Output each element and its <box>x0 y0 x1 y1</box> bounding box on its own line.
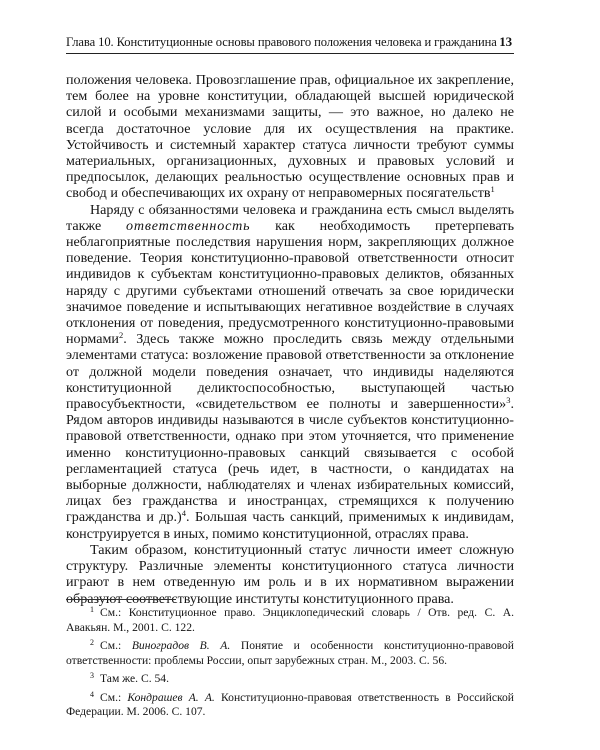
footnote-author: Кондрашев А. А. <box>127 690 215 704</box>
paragraph-2-text-c: . Здесь также можно проследить связь между отдельными элементами статуса: возложение правовой ответственности за отклонение от должной модели поведения означает, что индивиды наделяются конституционной деликтоспособностью, выступающей частью правосубъектности, «свидетельством ее полноты и завершенности» <box>66 331 514 413</box>
paragraph-2-text-b: как необходимость претерпевать неблагоприятные последствия нарушения норм, закрепляющих должное поведение. Теория конституционно-правовой ответственности относит индивидов к субъектам конституционно-правовых деликтов, обязанных наряду с другими субъектами отношений отвечать за свое юридически значимое поведение и испытывающих негативное воздействие в случаях отклонения от поведения, предусмотренного конституционно-правовыми нормами <box>66 217 515 348</box>
paragraph-2-text-a: Наряду с обязанностями человека и гражданина есть смысл выделять также <box>66 201 514 234</box>
term-responsibility: ответственность <box>126 217 251 234</box>
header-rule <box>66 53 514 54</box>
footnote-mark: 3 <box>90 671 94 680</box>
footnote-ref-1[interactable]: 1 <box>490 184 495 195</box>
footnote-mark: 2 <box>90 638 94 647</box>
footnote-rule <box>66 599 176 600</box>
paragraph-3-text: Таким образом, конституционный статус личности имеет сложную структуру. Различные элементы конституционного статуса личности играют в нем отведенную им роль и в их нормативном выражении образуют соответствующие институты конституционного права. <box>66 541 514 607</box>
footnote-text: См.: Конституционное право. Энциклопедический словарь / Отв. ред. С. А. Авакьян. М., 2001. С. 122. <box>66 606 514 634</box>
footnote-1 <box>66 606 514 635</box>
main-text <box>66 72 514 607</box>
page-number: 13 <box>499 34 512 49</box>
paragraph-2-text-e: . Большая часть санкций, применимых к индивидам, конструируется в иных, помимо конституционной, отраслях права. <box>66 509 514 542</box>
running-header <box>66 34 512 50</box>
paragraph-1-text: положения человека. Провозглашение прав, официальное их закрепление, тем более на уровне конституции, обладающей высшей юридической силой и особыми механизмами защиты, — это важное, но далеко не всегда достаточное условие для их осуществления на практике. Устойчивость и системный характер статуса личности требуют суммы материальных, организационных, духовных и правовых условий и предпосылок, делающих реальностью осуществление основных прав и свобод и обеспечивающих их охрану от неправомерных посягательств <box>66 72 514 202</box>
footnotes <box>66 606 514 724</box>
footnote-text: См.: <box>100 690 128 704</box>
paragraph-3 <box>66 542 514 607</box>
footnote-mark: 1 <box>90 605 94 614</box>
footnote-author: Виноградов В. А. <box>131 639 231 652</box>
footnote-4 <box>66 691 514 720</box>
footnote-text-rest: Конституционно-правовая ответственность в Российской Федерации. М. 2006. С. 107. <box>66 690 515 718</box>
paragraph-2-text-d: . Рядом авторов индивиды называются в числе субъектов конституционно-правовой ответственности, однако при этом уточняется, что применение именно конституционно-правовых санкций связывается с особой регламентацией статуса (речь идет, в частности, о кандидатах на выборные должности, наблюдателях и членах избирательных комиссий, лицах без гражданства и иностранцах, стремящихся к получению гражданства и др.) <box>66 396 514 526</box>
footnote-text: См.: <box>100 639 132 652</box>
footnote-text: Там же. С. 54. <box>100 672 169 685</box>
footnote-3 <box>66 672 514 687</box>
running-title: Глава 10. Конституционные основы правового положения человека и гражданина <box>66 35 497 49</box>
paragraph-2 <box>66 202 514 542</box>
footnote-2 <box>66 639 514 668</box>
footnote-ref-3[interactable]: 3 <box>506 395 511 406</box>
footnote-text-rest: Понятие и особенности конституционно-правовой ответственности: проблемы России, опыт зарубежных стран. М., 2003. С. 56. <box>66 639 515 667</box>
paragraph-1 <box>66 72 514 202</box>
footnote-mark: 4 <box>90 689 94 699</box>
footnote-ref-4[interactable]: 4 <box>181 508 186 519</box>
footnote-ref-2[interactable]: 2 <box>118 330 124 341</box>
